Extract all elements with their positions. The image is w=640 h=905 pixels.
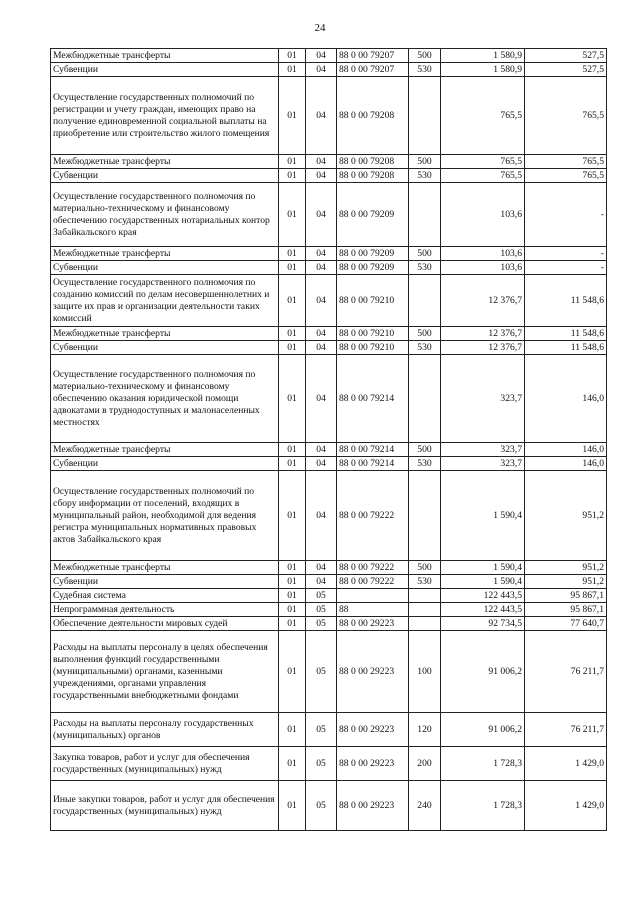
row-rz: 01: [279, 781, 306, 831]
row-sum-executed: 951,2: [525, 575, 607, 589]
row-rz: 01: [279, 457, 306, 471]
row-pr: 04: [306, 471, 337, 561]
table-row: [51, 713, 607, 747]
row-vr: 100: [409, 631, 441, 713]
page-number: 24: [314, 22, 326, 34]
table-row: [51, 561, 607, 575]
row-name: Осуществление государственных полномочий по сбору информации от поселений, входящих в муниципальный район, необходимой для ведения регистра муниципальных нормативных правовых актов Забайкальского края: [51, 471, 279, 561]
row-csr: 88 0 00 29223: [337, 617, 409, 631]
row-vr: 530: [409, 169, 441, 183]
row-csr: 88: [337, 603, 409, 617]
row-name: Субвенции: [51, 457, 279, 471]
row-vr: 500: [409, 155, 441, 169]
row-pr: 04: [306, 155, 337, 169]
row-vr: 240: [409, 781, 441, 831]
row-rz: 01: [279, 261, 306, 275]
row-vr: [409, 183, 441, 247]
table-row: [51, 617, 607, 631]
row-name: Субвенции: [51, 341, 279, 355]
row-vr: 530: [409, 575, 441, 589]
row-sum-executed: -: [525, 183, 607, 247]
row-rz: 01: [279, 575, 306, 589]
row-name: Расходы на выплаты персоналу в целях обеспечения выполнения функций государственными (муниципальными) органами, казенными учреждениями, органами управления государственными внебюджетными фондами: [51, 631, 279, 713]
row-pr: 05: [306, 781, 337, 831]
table-row: [51, 155, 607, 169]
row-pr: 05: [306, 603, 337, 617]
row-vr: 500: [409, 49, 441, 63]
row-rz: 01: [279, 631, 306, 713]
row-sum-current: 12 376,7: [441, 327, 525, 341]
table-row: [51, 443, 607, 457]
row-vr: [409, 355, 441, 443]
row-sum-current: 1 728,3: [441, 747, 525, 781]
row-vr: [409, 471, 441, 561]
row-pr: 04: [306, 247, 337, 261]
row-pr: 05: [306, 631, 337, 713]
row-sum-current: 103,6: [441, 247, 525, 261]
row-vr: 200: [409, 747, 441, 781]
row-csr: 88 0 00 79214: [337, 443, 409, 457]
row-csr: 88 0 00 79210: [337, 275, 409, 327]
row-sum-executed: 77 640,7: [525, 617, 607, 631]
row-csr: 88 0 00 79222: [337, 561, 409, 575]
row-sum-executed: 951,2: [525, 471, 607, 561]
row-vr: 530: [409, 341, 441, 355]
row-sum-executed: 765,5: [525, 77, 607, 155]
row-sum-current: 91 006,2: [441, 713, 525, 747]
row-csr: 88 0 00 79222: [337, 575, 409, 589]
row-sum-executed: 95 867,1: [525, 589, 607, 603]
row-vr: [409, 603, 441, 617]
row-csr: 88 0 00 29223: [337, 781, 409, 831]
row-pr: 04: [306, 355, 337, 443]
row-sum-executed: 527,5: [525, 49, 607, 63]
row-sum-executed: 11 548,6: [525, 275, 607, 327]
row-sum-executed: 765,5: [525, 169, 607, 183]
row-csr: 88 0 00 79210: [337, 341, 409, 355]
row-sum-current: 323,7: [441, 443, 525, 457]
row-sum-current: 1 590,4: [441, 561, 525, 575]
row-rz: 01: [279, 63, 306, 77]
row-rz: 01: [279, 617, 306, 631]
row-sum-current: 91 006,2: [441, 631, 525, 713]
row-name: Межбюджетные трансферты: [51, 327, 279, 341]
table-row: [51, 355, 607, 443]
row-rz: 01: [279, 183, 306, 247]
table-row: [51, 77, 607, 155]
row-pr: 04: [306, 63, 337, 77]
row-vr: 500: [409, 443, 441, 457]
row-sum-executed: 951,2: [525, 561, 607, 575]
row-sum-current: 323,7: [441, 355, 525, 443]
row-name: Субвенции: [51, 169, 279, 183]
table-row: [51, 261, 607, 275]
row-sum-current: 103,6: [441, 261, 525, 275]
row-sum-executed: 1 429,0: [525, 781, 607, 831]
table-row: [51, 49, 607, 63]
row-csr: 88 0 00 79209: [337, 247, 409, 261]
row-vr: 500: [409, 561, 441, 575]
row-sum-current: 1 728,3: [441, 781, 525, 831]
row-name: Межбюджетные трансферты: [51, 443, 279, 457]
row-csr: 88 0 00 79207: [337, 49, 409, 63]
row-rz: 01: [279, 443, 306, 457]
row-name: Осуществление государственных полномочий по регистрации и учету граждан, имеющих право на получение единовременной социальной выплаты на приобретение или строительство жилого помещения: [51, 77, 279, 155]
row-sum-executed: 76 211,7: [525, 631, 607, 713]
row-pr: 05: [306, 589, 337, 603]
row-name: Осуществление государственного полномочия по созданию комиссий по делам несовершеннолетних и защите их прав и организации деятельности таких комиссий: [51, 275, 279, 327]
row-rz: 01: [279, 341, 306, 355]
row-csr: 88 0 00 29223: [337, 631, 409, 713]
table-row: [51, 471, 607, 561]
row-csr: 88 0 00 79209: [337, 183, 409, 247]
row-sum-executed: -: [525, 261, 607, 275]
row-sum-current: 92 734,5: [441, 617, 525, 631]
row-rz: 01: [279, 471, 306, 561]
row-name: Субвенции: [51, 261, 279, 275]
row-name: Расходы на выплаты персоналу государственных (муниципальных) органов: [51, 713, 279, 747]
table-row: [51, 781, 607, 831]
row-name: Закупка товаров, работ и услуг для обеспечения государственных (муниципальных) нужд: [51, 747, 279, 781]
row-rz: 01: [279, 561, 306, 575]
row-rz: 01: [279, 247, 306, 261]
row-vr: [409, 589, 441, 603]
row-csr: 88 0 00 79208: [337, 77, 409, 155]
row-name: Судебная система: [51, 589, 279, 603]
table-row: [51, 183, 607, 247]
row-rz: 01: [279, 49, 306, 63]
row-sum-executed: 146,0: [525, 355, 607, 443]
row-rz: 01: [279, 77, 306, 155]
row-vr: 120: [409, 713, 441, 747]
table-row: [51, 275, 607, 327]
row-pr: 04: [306, 77, 337, 155]
row-pr: 04: [306, 49, 337, 63]
row-sum-current: 12 376,7: [441, 341, 525, 355]
row-sum-executed: 146,0: [525, 443, 607, 457]
row-sum-executed: -: [525, 247, 607, 261]
row-sum-executed: 76 211,7: [525, 713, 607, 747]
table-row: [51, 341, 607, 355]
table-row: [51, 457, 607, 471]
row-csr: 88 0 00 79208: [337, 155, 409, 169]
row-pr: 04: [306, 575, 337, 589]
table-row: [51, 327, 607, 341]
row-vr: 530: [409, 261, 441, 275]
row-pr: 04: [306, 261, 337, 275]
row-sum-current: 1 590,4: [441, 575, 525, 589]
row-vr: 530: [409, 63, 441, 77]
row-sum-current: 1 590,4: [441, 471, 525, 561]
table-row: [51, 575, 607, 589]
table-row: [51, 169, 607, 183]
table-row: [51, 631, 607, 713]
row-pr: 04: [306, 443, 337, 457]
row-csr: 88 0 00 79209: [337, 261, 409, 275]
row-sum-executed: 11 548,6: [525, 327, 607, 341]
row-name: Межбюджетные трансферты: [51, 561, 279, 575]
row-rz: 01: [279, 603, 306, 617]
row-sum-current: 12 376,7: [441, 275, 525, 327]
row-sum-current: 323,7: [441, 457, 525, 471]
row-vr: [409, 617, 441, 631]
row-rz: 01: [279, 327, 306, 341]
row-sum-current: 1 580,9: [441, 49, 525, 63]
row-name: Межбюджетные трансферты: [51, 49, 279, 63]
row-vr: 500: [409, 247, 441, 261]
row-sum-current: 122 443,5: [441, 589, 525, 603]
row-sum-executed: 95 867,1: [525, 603, 607, 617]
row-pr: 05: [306, 617, 337, 631]
row-rz: 01: [279, 169, 306, 183]
row-rz: 01: [279, 275, 306, 327]
row-csr: 88 0 00 79208: [337, 169, 409, 183]
row-name: Межбюджетные трансферты: [51, 247, 279, 261]
row-vr: 500: [409, 327, 441, 341]
row-sum-executed: 146,0: [525, 457, 607, 471]
row-pr: 04: [306, 341, 337, 355]
row-pr: 05: [306, 713, 337, 747]
row-rz: 01: [279, 155, 306, 169]
row-name: Осуществление государственного полномочия по материально-техническому и финансовому обеспечению государственных нотариальных контор Забайкальского края: [51, 183, 279, 247]
row-csr: 88 0 00 79210: [337, 327, 409, 341]
budget-table: [50, 48, 607, 831]
row-csr: [337, 589, 409, 603]
row-sum-executed: 765,5: [525, 155, 607, 169]
row-csr: 88 0 00 79214: [337, 355, 409, 443]
table-row: [51, 63, 607, 77]
row-sum-executed: 1 429,0: [525, 747, 607, 781]
row-name: Обеспечение деятельности мировых судей: [51, 617, 279, 631]
row-csr: 88 0 00 29223: [337, 713, 409, 747]
row-sum-current: 765,5: [441, 169, 525, 183]
table-row: [51, 747, 607, 781]
row-name: Иные закупки товаров, работ и услуг для обеспечения государственных (муниципальных) нужд: [51, 781, 279, 831]
row-name: Субвенции: [51, 63, 279, 77]
row-sum-current: 122 443,5: [441, 603, 525, 617]
row-sum-current: 1 580,9: [441, 63, 525, 77]
row-sum-current: 765,5: [441, 77, 525, 155]
row-sum-current: 103,6: [441, 183, 525, 247]
row-vr: [409, 77, 441, 155]
row-csr: 88 0 00 79207: [337, 63, 409, 77]
row-vr: 530: [409, 457, 441, 471]
row-pr: 04: [306, 457, 337, 471]
row-pr: 04: [306, 183, 337, 247]
table-row: [51, 603, 607, 617]
row-sum-executed: 527,5: [525, 63, 607, 77]
row-pr: 04: [306, 169, 337, 183]
row-pr: 05: [306, 747, 337, 781]
row-sum-current: 765,5: [441, 155, 525, 169]
row-rz: 01: [279, 747, 306, 781]
row-name: Субвенции: [51, 575, 279, 589]
row-csr: 88 0 00 29223: [337, 747, 409, 781]
row-pr: 04: [306, 327, 337, 341]
row-pr: 04: [306, 275, 337, 327]
row-rz: 01: [279, 589, 306, 603]
row-rz: 01: [279, 355, 306, 443]
row-name: Непрограммная деятельность: [51, 603, 279, 617]
row-sum-executed: 11 548,6: [525, 341, 607, 355]
row-csr: 88 0 00 79214: [337, 457, 409, 471]
row-name: Межбюджетные трансферты: [51, 155, 279, 169]
row-rz: 01: [279, 713, 306, 747]
row-pr: 04: [306, 561, 337, 575]
table-row: [51, 247, 607, 261]
table-row: [51, 589, 607, 603]
row-csr: 88 0 00 79222: [337, 471, 409, 561]
row-name: Осуществление государственного полномочия по материально-техническому и финансовому обеспечению оказания юридической помощи адвокатами в труднодоступных и малонаселенных местностях: [51, 355, 279, 443]
row-vr: [409, 275, 441, 327]
